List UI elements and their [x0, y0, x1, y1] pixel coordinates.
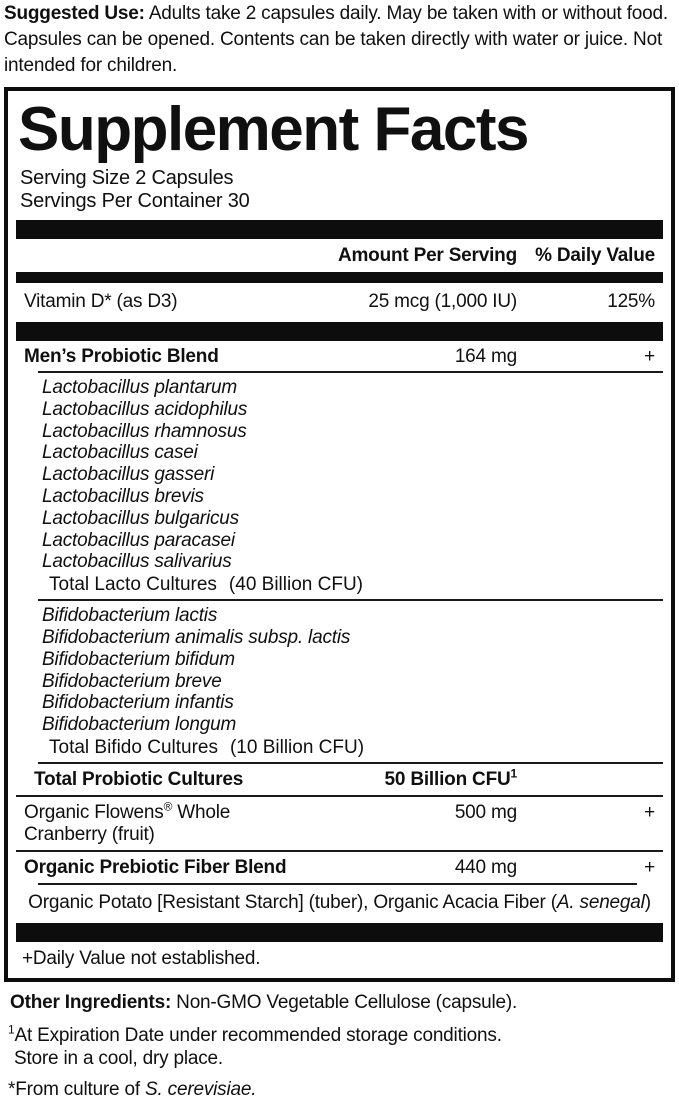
species-item: Bifidobacterium bifidum: [42, 648, 235, 670]
total-probiotic-name: Total Probiotic Cultures: [34, 768, 244, 790]
species-item: Lactobacillus gasseri: [42, 464, 215, 486]
cranberry-name-rest: Whole Cranberry (fruit): [24, 801, 231, 845]
cranberry-amount: 500 mg: [454, 801, 517, 823]
total-lacto-cultures: [16, 574, 663, 596]
vitamin-d-row: [16, 283, 663, 322]
cranberry-daily-value: +: [644, 801, 655, 823]
label-footer: [0, 982, 679, 1101]
species-item: Lactobacillus plantarum: [42, 377, 238, 398]
culture-footnote-post: .: [251, 1078, 257, 1100]
species-item: Bifidobacterium longum: [42, 714, 237, 736]
total-probiotic-amount-text: 50 Billion CFU: [384, 768, 511, 790]
species-item: Lactobacillus acidophilus: [42, 398, 248, 420]
footnote-1-marker: 1: [510, 766, 517, 781]
species-item: Bifidobacterium breve: [42, 670, 222, 692]
species-item: Bifidobacterium animalis subsp. lactis: [42, 626, 351, 648]
total-probiotic-row: [16, 764, 663, 795]
footnote-1-marker: 1: [8, 1022, 15, 1037]
vitamin-d-name: Vitamin D* (as D3): [24, 291, 178, 312]
probiotic-blend-name: Men’s Probiotic Blend: [24, 346, 219, 367]
culture-footnote-species: S. cerevisiae: [145, 1078, 252, 1100]
servings-per-container: Servings Per Container 30: [20, 190, 250, 212]
fiber-blend-name: Organic Prebiotic Fiber Blend: [24, 856, 287, 878]
culture-footnote: [8, 1078, 671, 1101]
cranberry-row: [16, 797, 663, 850]
species-item: Bifidobacterium infantis: [42, 692, 234, 714]
fiber-detail-species: A. senegal: [556, 891, 645, 913]
total-lacto-cfu: (40 Billion CFU): [228, 574, 364, 596]
species-item: Lactobacillus bulgaricus: [42, 507, 239, 529]
registered-mark: ®: [163, 799, 173, 814]
divider-thick: [16, 322, 663, 341]
total-bifido-label: Total Bifido Cultures: [49, 736, 218, 758]
bifido-species-list: [16, 601, 663, 737]
species-item: Lactobacillus paracasei: [42, 529, 235, 551]
storage-note: Store in a cool, dry place.: [14, 1047, 223, 1069]
species-item: Lactobacillus rhamnosus: [42, 420, 247, 442]
other-ingredients-label: Other Ingredients:: [10, 991, 172, 1013]
species-item: Lactobacillus casei: [42, 442, 198, 464]
total-bifido-cfu: (10 Billion CFU): [229, 736, 365, 758]
column-header-amount: Amount Per Serving: [337, 245, 517, 266]
species-item: Bifidobacterium lactis: [42, 605, 218, 627]
expiration-footnote: [8, 1024, 671, 1047]
expiration-footnote-text: At Expiration Date under recommended storage conditions.: [14, 1024, 502, 1046]
probiotic-blend-amount: 164 mg: [454, 346, 517, 367]
fiber-blend-row: [16, 852, 663, 883]
other-ingredients-text: Non-GMO Vegetable Cellulose (capsule).: [171, 991, 518, 1013]
probiotic-blend-row: [16, 341, 663, 371]
species-item: Lactobacillus brevis: [42, 485, 204, 507]
other-ingredients: [8, 991, 671, 1015]
suggested-use-text: Adults take 2 capsules daily. May be taken with or without food. Capsules can be opened. Contents can be taken directly with water or juice. Not intended for children.: [4, 3, 668, 76]
vitamin-d-daily-value: 125%: [607, 291, 655, 312]
species-item: Lactobacillus salivarius: [42, 551, 232, 573]
fiber-blend-ingredients: [16, 885, 663, 920]
fiber-blend-amount: 440 mg: [454, 856, 517, 878]
fiber-detail-text: Organic Potato [Resistant Starch] (tuber), Organic Acacia Fiber (: [28, 891, 557, 913]
column-header-daily-value: % Daily Value: [535, 245, 655, 266]
suggested-use-paragraph: [0, 0, 679, 85]
culture-footnote-pre: *From culture of: [8, 1078, 146, 1100]
panel-title: Supplement Facts: [18, 95, 528, 164]
cranberry-name-text: Organic Flowens: [24, 801, 164, 823]
divider-thick: [16, 923, 663, 942]
daily-value-footnote: +Daily Value not established.: [22, 947, 261, 969]
vitamin-d-amount: 25 mcg (1,000 IU): [368, 291, 517, 312]
fiber-detail-close: ): [644, 891, 651, 913]
total-probiotic-amount: [317, 766, 517, 791]
total-bifido-cultures: [16, 737, 663, 759]
fiber-blend-daily-value: +: [644, 856, 655, 878]
lacto-species-list: [16, 373, 663, 574]
serving-size: Serving Size 2 Capsules: [20, 167, 234, 189]
cranberry-name: [16, 799, 317, 846]
divider-thick: [16, 220, 663, 239]
supplement-facts-panel: [4, 87, 675, 982]
divider-medium: [16, 272, 663, 283]
suggested-use-label: Suggested Use:: [4, 3, 145, 24]
total-lacto-label: Total Lacto Cultures: [49, 574, 217, 596]
probiotic-blend-daily-value: +: [644, 346, 655, 367]
column-header-row: [16, 239, 663, 272]
